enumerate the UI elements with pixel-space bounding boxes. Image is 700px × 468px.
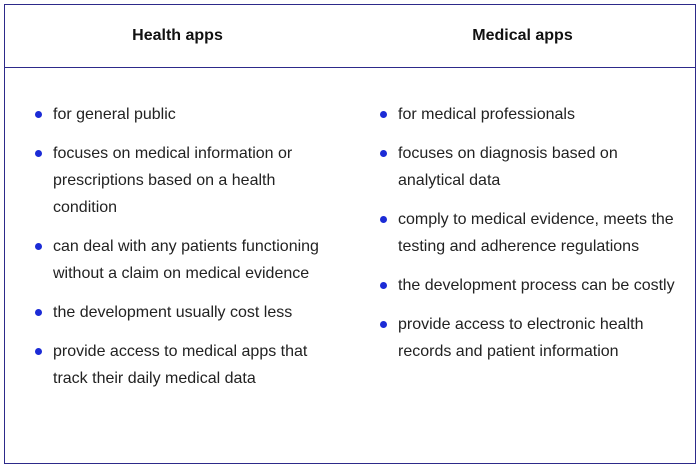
bullet-dot-icon: [380, 111, 387, 118]
medical-apps-item: [380, 272, 675, 299]
health-apps-item: [35, 233, 330, 287]
health-apps-header: Health apps: [132, 27, 223, 44]
medical-apps-item-text: the development process can be costly: [398, 277, 675, 294]
health-apps-item: [35, 338, 330, 392]
medical-apps-item: [380, 311, 675, 365]
bullet-dot-icon: [380, 216, 387, 223]
health-apps-item: [35, 299, 330, 326]
health-apps-item: [35, 140, 330, 221]
comparison-table: [4, 4, 696, 464]
health-apps-list: [35, 101, 330, 392]
table-header-row: [5, 5, 695, 68]
medical-apps-item-text: focuses on diagnosis based on analytical data: [398, 145, 618, 189]
medical-apps-item-text: comply to medical evidence, meets the testing and adherence regulations: [398, 211, 674, 255]
medical-apps-list: [380, 101, 675, 365]
bullet-dot-icon: [380, 282, 387, 289]
bullet-dot-icon: [35, 348, 42, 355]
bullet-dot-icon: [380, 150, 387, 157]
bullet-dot-icon: [35, 150, 42, 157]
health-apps-column: [5, 67, 350, 463]
medical-apps-header: Medical apps: [472, 27, 573, 44]
medical-apps-item-text: for medical professionals: [398, 106, 575, 123]
health-apps-item-text: for general public: [53, 106, 176, 123]
health-apps-item-text: the development usually cost less: [53, 304, 293, 321]
medical-apps-item-text: provide access to electronic health records and patient information: [398, 316, 644, 360]
bullet-dot-icon: [380, 321, 387, 328]
medical-apps-item: [380, 101, 675, 128]
health-apps-item-text: provide access to medical apps that track their daily medical data: [53, 343, 308, 387]
health-apps-item-text: can deal with any patients functioning without a claim on medical evidence: [53, 238, 319, 282]
medical-apps-item: [380, 140, 675, 194]
bullet-dot-icon: [35, 111, 42, 118]
table-body-row: [5, 67, 695, 463]
bullet-dot-icon: [35, 309, 42, 316]
medical-apps-item: [380, 206, 675, 260]
bullet-dot-icon: [35, 243, 42, 250]
medical-apps-column: [350, 67, 695, 463]
health-apps-item-text: focuses on medical information or prescriptions based on a health condition: [53, 145, 293, 216]
health-apps-item: [35, 101, 330, 128]
